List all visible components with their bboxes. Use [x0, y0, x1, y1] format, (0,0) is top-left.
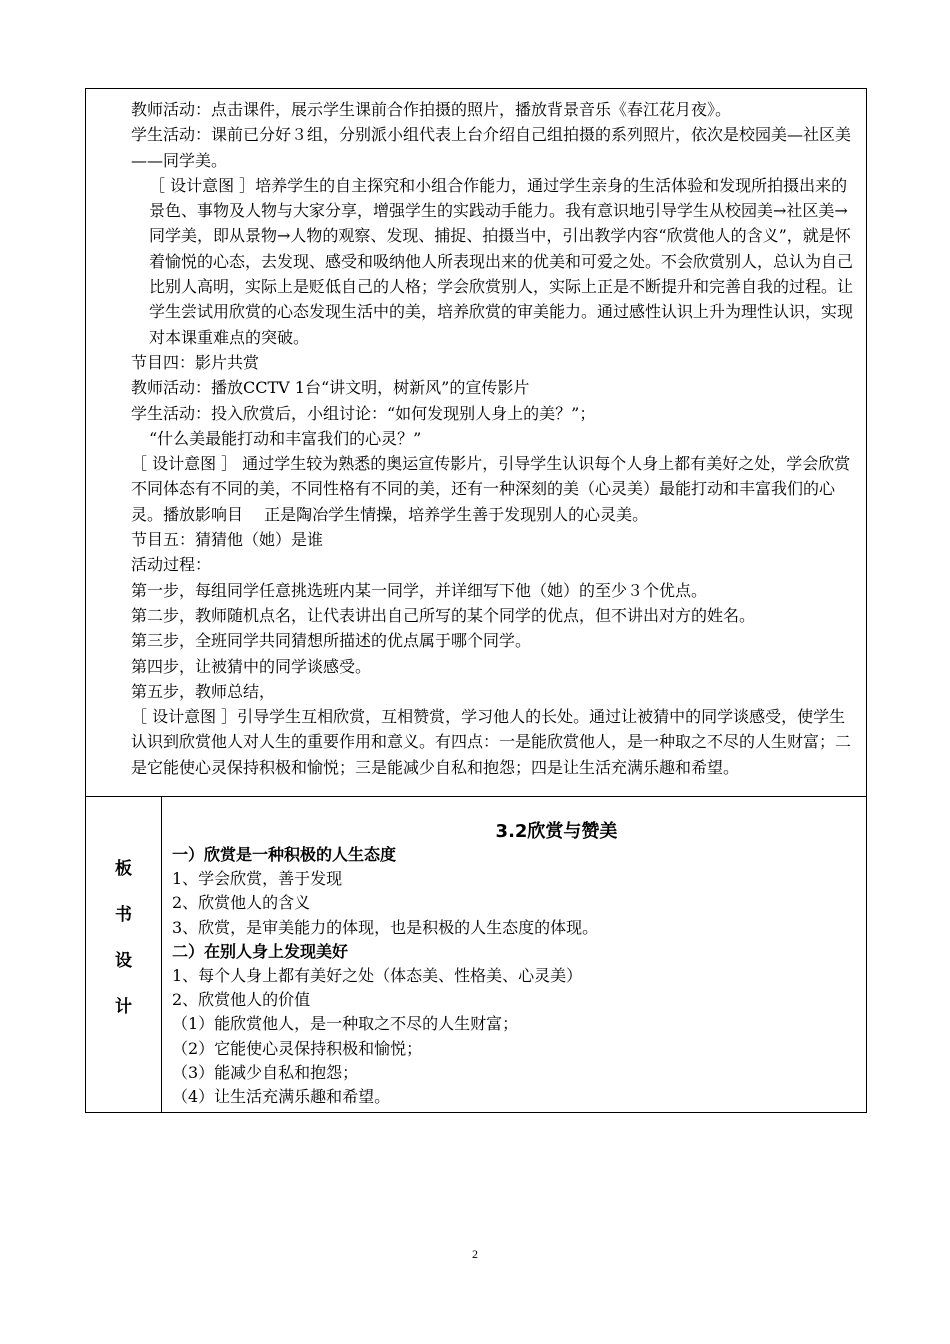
board-title: 3.2欣赏与赞美 — [495, 821, 618, 842]
paragraph: 第二步，教师随机点名，让代表讲出自己所写的某个同学的优点，但不讲出对方的姓名。 — [131, 605, 756, 625]
paragraph: 第五步，教师总结， — [131, 681, 276, 701]
paragraph: ［ 设计意图 ］ 通过学生较为熟悉的奥运宣传影片，引导学生认识每个人身上都有美好之处，学会欣赏不同体态有不同的美，不同性格有不同的美，还有一种深刻的美（心灵美）最能打动和丰富我们的心灵。播放影响目 正是陶冶学生情操，培养学生善于发现别人的心灵美。 — [131, 454, 851, 524]
paragraph: 第四步，让被猜中的同学谈感受。 — [131, 656, 372, 676]
paragraph: ［ 设计意图 ］引导学生互相欣赏，互相赞赏，学习他人的长处。通过让被猜中的同学谈感受，使学生认识到欣赏他人对人生的重要作用和意义。有四点：一是能欣赏他人，是一种取之不尽的人生财富；二是它能使心灵保持积极和愉悦；三是能减少自私和抱怨；四是让生活充满乐趣和希望。 — [131, 707, 852, 777]
board-item: 2、欣赏他人的价值 — [172, 990, 311, 1010]
board-heading: 一）欣赏是一种积极的人生态度 — [172, 845, 397, 864]
board-design-cell — [162, 796, 866, 1112]
paragraph: 教师活动：播放CCTV 1台“讲文明，树新风”的宣传影片 — [131, 378, 530, 398]
paragraph: 学生活动：投入欣赏后，小组讨论：“如何发现别人身上的美？”； — [131, 403, 596, 423]
board-design-label-char: 计 — [115, 997, 132, 1017]
board-item: 1、学会欣赏，善于发现 — [172, 869, 343, 889]
board-design-label — [86, 796, 161, 1112]
lesson-table — [85, 88, 867, 1113]
board-item: 1、每个人身上都有美好之处（体态美、性格美、心灵美） — [172, 965, 583, 985]
board-item: （1）能欣赏他人，是一种取之不尽的人生财富； — [172, 1014, 519, 1034]
paragraph: 第三步，全班同学共同猜想所描述的优点属于哪个同学。 — [131, 631, 532, 651]
page-number: 2 — [472, 1247, 478, 1261]
board-item: 3、欣赏，是审美能力的体现，也是积极的人生态度的体现。 — [172, 917, 599, 937]
paragraph: 节目四：影片共赏 — [131, 352, 260, 372]
paragraph: “什么美最能打动和丰富我们的心灵？” — [149, 428, 422, 448]
lesson-process-cell — [97, 97, 857, 780]
paragraph: ［ 设计意图 ］培养学生的自主探究和小组合作能力，通过学生亲身的生活体验和发现所拍摄出来的景色、事物及人物与大家分享，增强学生的实践动手能力。我有意识地引导学生从校园美→社区美→同学美，即从景物→人物的观察、发现、捕捉、拍摄当中，引出教学内容“欣赏他人的含义”，就是怀着愉悦的心态，去发现、感受和吸纳他人所表现出来的优美和可爱之处。不会欣赏别人，总认为自己比别人高明，实际上是贬低自己的人格；学会欣赏别人，实际上正是不断提升和完善自我的过程。让学生尝试用欣赏的心态发现生活中的美，培养欣赏的审美能力。通过感性认识上升为理性认识，实现对本课重难点的突破。 — [149, 175, 854, 347]
paragraph: 教师活动：点击课件，展示学生课前合作拍摄的照片，播放背景音乐《春江花月夜》。 — [131, 100, 732, 119]
paragraph: 学生活动：课前已分好３组，分别派小组代表上台介绍自己组拍摄的系列照片，依次是校园美—社区美——同学美。 — [131, 125, 852, 170]
board-item: （3）能减少自私和抱怨； — [172, 1062, 359, 1082]
board-item: 2、欣赏他人的含义 — [172, 893, 311, 913]
paragraph: 节目五：猜猜他（她）是谁 — [131, 530, 324, 550]
board-heading: 二）在别人身上发现美好 — [172, 941, 349, 961]
board-design-label-char: 设 — [115, 951, 132, 971]
board-item: （2）它能使心灵保持积极和愉悦； — [172, 1038, 423, 1058]
board-design-label-char: 书 — [115, 905, 132, 925]
paragraph: 第一步，每组同学任意挑选班内某一同学，并详细写下他（她）的至少３个优点。 — [131, 580, 708, 600]
paragraph: 活动过程： — [131, 555, 212, 575]
board-outline — [172, 843, 862, 1109]
board-design-label-char: 板 — [115, 859, 132, 879]
board-item: （4）让生活充满乐趣和希望。 — [172, 1086, 391, 1106]
